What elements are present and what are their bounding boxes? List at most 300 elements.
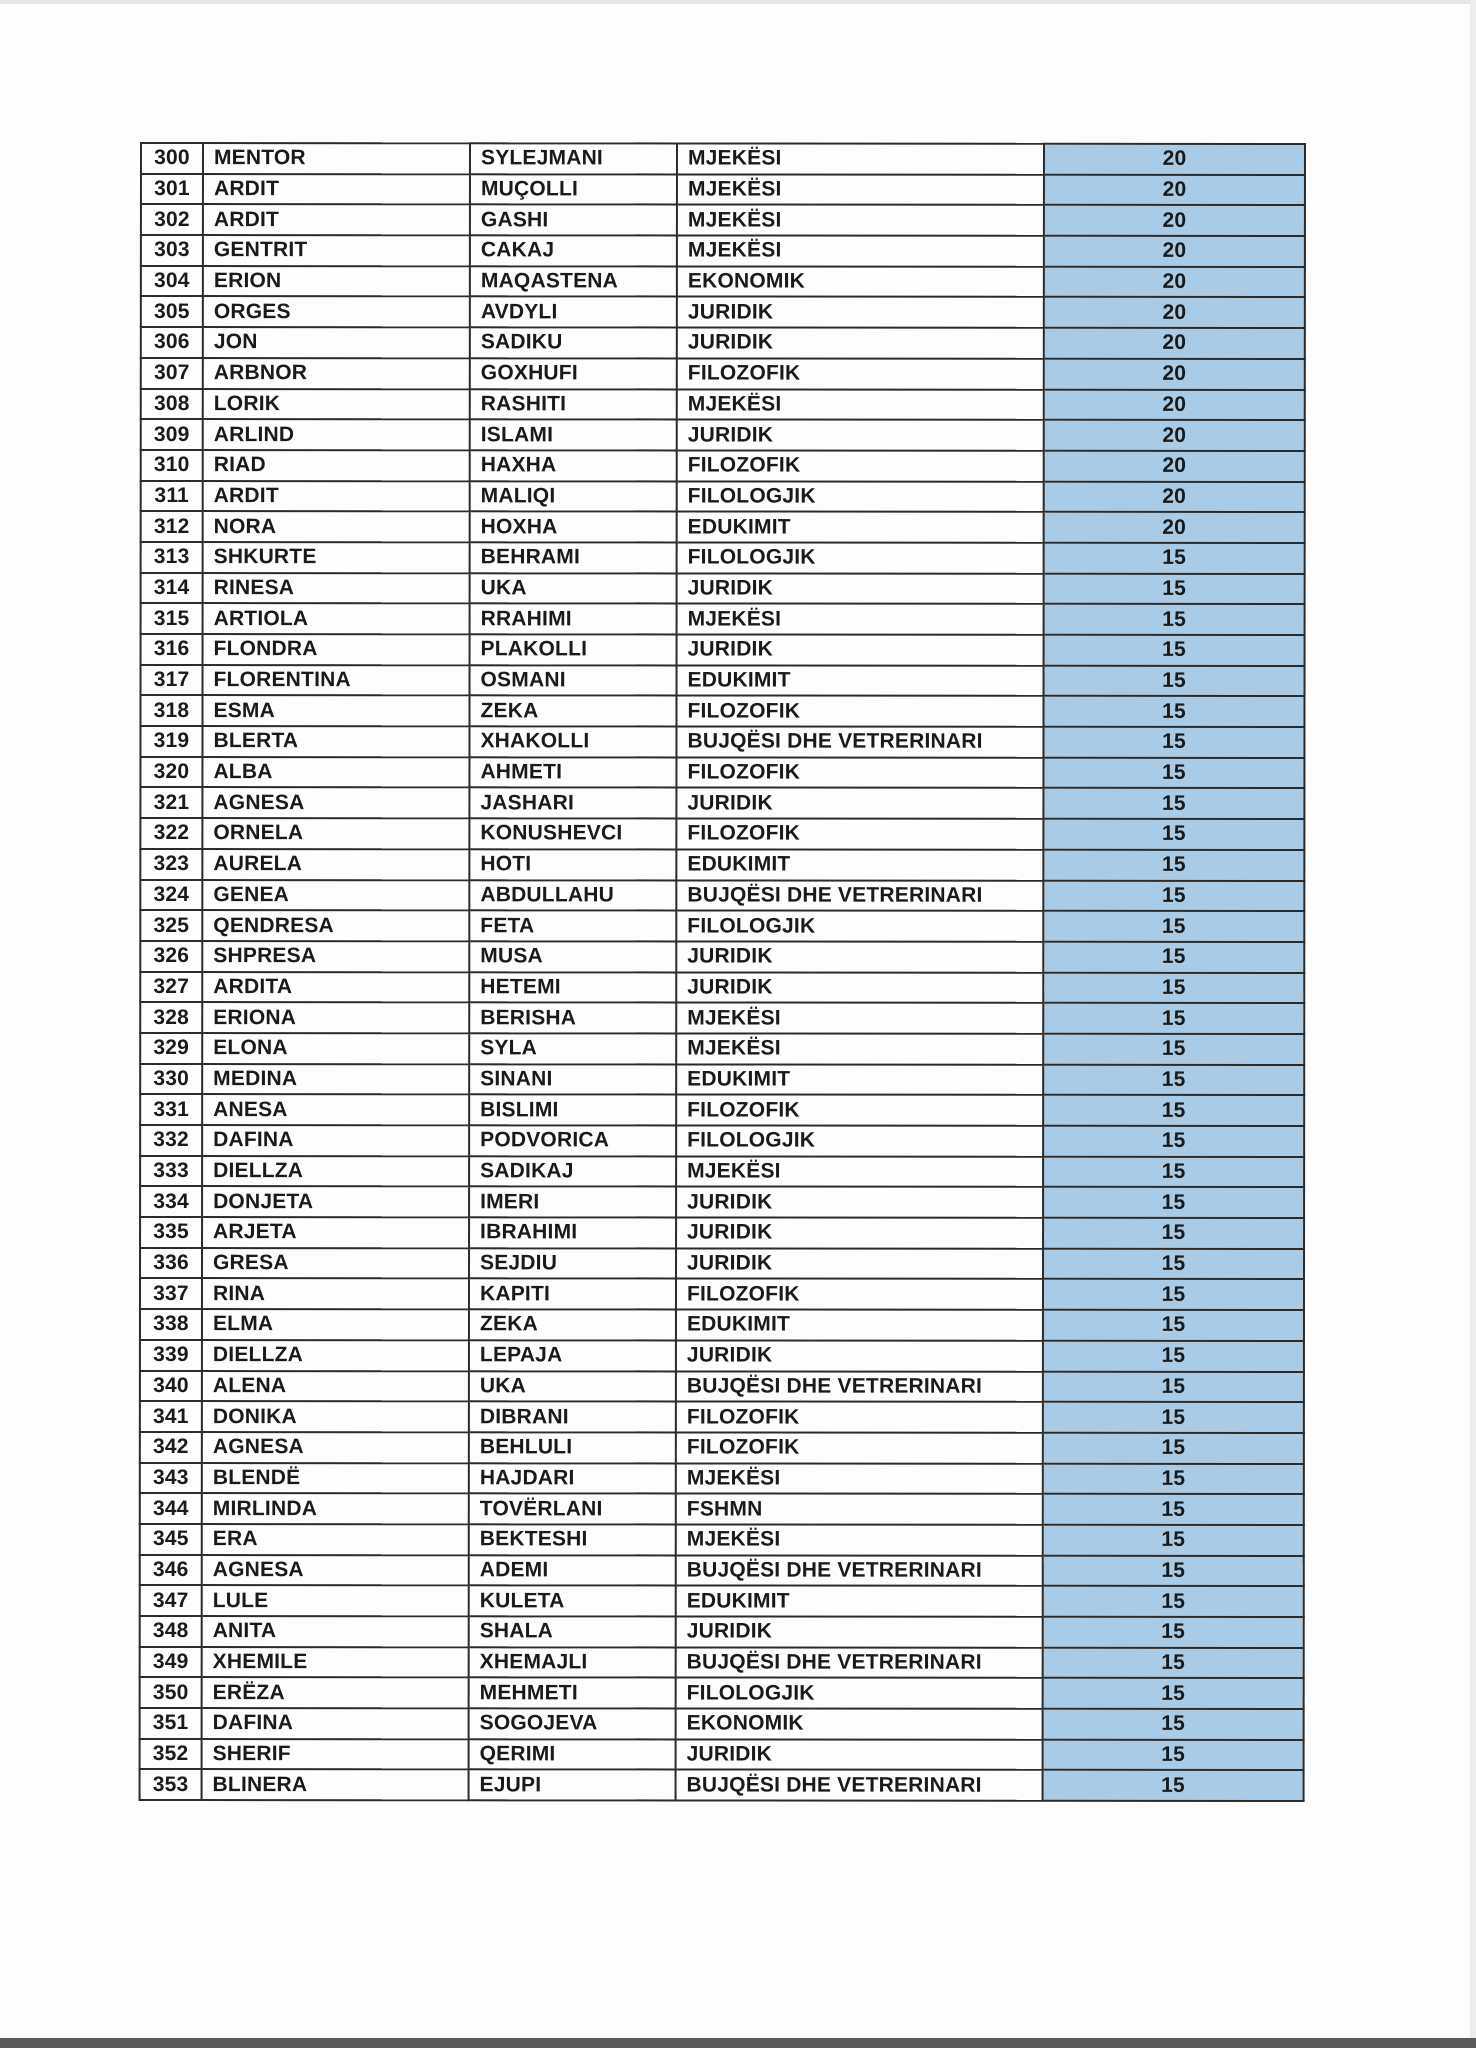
faculty-cell: FILOLOGJIK	[676, 911, 1043, 942]
row-number-cell: 328	[140, 1002, 202, 1033]
first-name-cell: NORA	[203, 511, 470, 542]
row-number-cell: 347	[140, 1585, 202, 1616]
score-cell: 15	[1043, 1249, 1304, 1280]
table-row	[141, 511, 1305, 543]
last-name-cell: UKA	[469, 1371, 676, 1402]
first-name-cell: DIELLZA	[202, 1156, 469, 1187]
faculty-cell: JURIDIK	[676, 1616, 1043, 1647]
row-number-cell: 308	[141, 389, 203, 420]
faculty-cell: FSHMN	[676, 1494, 1043, 1525]
row-number-cell: 303	[141, 235, 203, 266]
last-name-cell: MEHMETI	[469, 1678, 676, 1709]
first-name-cell: SHERIF	[202, 1739, 469, 1770]
table-row	[140, 1493, 1304, 1525]
first-name-cell: DAFINA	[202, 1125, 469, 1156]
faculty-cell: EDUKIMIT	[676, 1310, 1043, 1341]
row-number-cell: 301	[141, 174, 203, 205]
last-name-cell: ZEKA	[469, 1309, 676, 1340]
last-name-cell: HOTI	[469, 849, 676, 880]
first-name-cell: FLORENTINA	[203, 665, 470, 696]
row-number-cell: 320	[140, 757, 202, 788]
last-name-cell: BISLIMI	[469, 1095, 676, 1126]
row-number-cell: 324	[140, 880, 202, 911]
faculty-cell: EDUKIMIT	[677, 512, 1044, 543]
first-name-cell: SHKURTE	[203, 542, 470, 573]
first-name-cell: AGNESA	[202, 787, 469, 818]
score-cell: 15	[1043, 850, 1304, 881]
last-name-cell: BEHRAMI	[470, 542, 677, 573]
first-name-cell: ORNELA	[202, 818, 469, 849]
table-row	[140, 1186, 1304, 1218]
row-number-cell: 310	[141, 450, 203, 481]
first-name-cell: MIRLINDA	[202, 1493, 469, 1524]
last-name-cell: ABDULLAHU	[469, 880, 676, 911]
table-row	[141, 481, 1305, 513]
table-row	[140, 1217, 1304, 1249]
row-number-cell: 345	[140, 1524, 202, 1555]
last-name-cell: ISLAMI	[470, 419, 677, 450]
score-cell: 15	[1043, 1586, 1304, 1617]
first-name-cell: RINA	[202, 1278, 469, 1309]
score-cell: 15	[1043, 1003, 1304, 1034]
row-number-cell: 300	[141, 143, 203, 174]
first-name-cell: ANESA	[202, 1094, 469, 1125]
faculty-cell: JURIDIK	[676, 1248, 1043, 1279]
score-cell: 15	[1043, 1126, 1304, 1157]
faculty-cell: MJEKËSI	[677, 143, 1044, 174]
first-name-cell: ARDITA	[202, 972, 469, 1003]
first-name-cell: ERËZA	[202, 1677, 469, 1708]
score-cell: 20	[1044, 236, 1305, 267]
first-name-cell: RIAD	[203, 450, 470, 481]
faculty-cell: FILOZOFIK	[676, 1432, 1043, 1463]
row-number-cell: 319	[140, 726, 202, 757]
first-name-cell: ARDIT	[203, 174, 470, 205]
row-number-cell: 314	[141, 573, 203, 604]
first-name-cell: MENTOR	[203, 143, 470, 174]
row-number-cell: 333	[140, 1156, 202, 1187]
first-name-cell: LULE	[202, 1585, 469, 1616]
faculty-cell: FILOZOFIK	[676, 819, 1043, 850]
score-cell: 15	[1043, 1310, 1304, 1341]
row-number-cell: 336	[140, 1248, 202, 1279]
last-name-cell: BERISHA	[469, 1003, 676, 1034]
faculty-cell: BUJQËSI DHE VETRERINARI	[676, 1555, 1043, 1586]
faculty-cell: MJEKËSI	[677, 389, 1044, 420]
score-cell: 15	[1044, 665, 1305, 696]
last-name-cell: FETA	[469, 910, 676, 941]
first-name-cell: BLINERA	[202, 1769, 469, 1800]
faculty-cell: JURIDIK	[677, 297, 1044, 328]
table-row	[141, 603, 1305, 635]
faculty-cell: JURIDIK	[676, 941, 1043, 972]
score-cell: 15	[1043, 1187, 1304, 1218]
results-table-body	[140, 143, 1305, 1801]
faculty-cell: FILOZOFIK	[676, 1095, 1043, 1126]
first-name-cell: ARTIOLA	[203, 603, 470, 634]
last-name-cell: BEHLULI	[469, 1432, 676, 1463]
row-number-cell: 331	[140, 1094, 202, 1125]
row-number-cell: 351	[140, 1708, 202, 1739]
scan-edge-top	[0, 0, 1476, 4]
last-name-cell: SINANI	[469, 1064, 676, 1095]
faculty-cell: JURIDIK	[676, 788, 1043, 819]
table-row	[140, 1432, 1304, 1464]
table-row	[140, 910, 1304, 942]
score-cell: 15	[1043, 1555, 1304, 1586]
score-cell: 20	[1044, 420, 1305, 451]
first-name-cell: SHPRESA	[202, 941, 469, 972]
table-row	[140, 695, 1304, 727]
score-cell: 15	[1043, 1770, 1304, 1801]
table-row	[140, 1002, 1304, 1034]
faculty-cell: JURIDIK	[676, 972, 1043, 1003]
row-number-cell: 332	[140, 1125, 202, 1156]
row-number-cell: 337	[140, 1278, 202, 1309]
first-name-cell: QENDRESA	[202, 910, 469, 941]
table-row	[140, 880, 1304, 912]
score-cell: 15	[1043, 819, 1304, 850]
score-cell: 15	[1043, 1156, 1304, 1187]
last-name-cell: XHAKOLLI	[469, 726, 676, 757]
row-number-cell: 330	[140, 1064, 202, 1095]
row-number-cell: 346	[140, 1555, 202, 1586]
score-cell: 15	[1044, 635, 1305, 666]
row-number-cell: 307	[141, 358, 203, 389]
first-name-cell: XHEMILE	[202, 1647, 469, 1678]
last-name-cell: GOXHUFI	[470, 358, 677, 389]
score-cell: 15	[1043, 1617, 1304, 1648]
score-cell: 15	[1043, 972, 1304, 1003]
last-name-cell: IMERI	[469, 1187, 676, 1218]
table-row	[140, 1463, 1304, 1495]
table-row	[141, 389, 1305, 421]
first-name-cell: ESMA	[202, 695, 469, 726]
row-number-cell: 329	[140, 1033, 202, 1064]
last-name-cell: IBRAHIMI	[469, 1217, 676, 1248]
faculty-cell: MJEKËSI	[676, 1033, 1043, 1064]
table-row	[140, 1769, 1304, 1801]
row-number-cell: 311	[141, 481, 203, 512]
table-row	[140, 787, 1304, 819]
table-row	[141, 450, 1305, 482]
last-name-cell: RASHITI	[470, 389, 677, 420]
faculty-cell: FILOZOFIK	[677, 358, 1044, 389]
last-name-cell: RRAHIMI	[470, 604, 677, 635]
table-row	[140, 972, 1304, 1004]
table-row	[140, 818, 1304, 850]
score-cell: 20	[1044, 267, 1305, 298]
score-cell: 15	[1043, 1525, 1304, 1556]
faculty-cell: JURIDIK	[676, 1187, 1043, 1218]
first-name-cell: AGNESA	[202, 1432, 469, 1463]
first-name-cell: LORIK	[203, 389, 470, 420]
score-cell: 15	[1044, 573, 1305, 604]
row-number-cell: 321	[140, 787, 202, 818]
table-row	[141, 634, 1305, 666]
last-name-cell: MUSA	[469, 941, 676, 972]
score-cell: 15	[1043, 1341, 1304, 1372]
row-number-cell: 326	[140, 941, 202, 972]
last-name-cell: EJUPI	[469, 1770, 676, 1801]
row-number-cell: 309	[141, 419, 203, 450]
last-name-cell: DIBRANI	[469, 1401, 676, 1432]
score-cell: 15	[1043, 1647, 1304, 1678]
table-row	[141, 204, 1305, 236]
table-row	[140, 1371, 1304, 1403]
last-name-cell: SADIKAJ	[469, 1156, 676, 1187]
score-cell: 15	[1043, 727, 1304, 758]
faculty-cell: FILOLOGJIK	[676, 1678, 1043, 1709]
table-row	[141, 143, 1305, 175]
row-number-cell: 339	[140, 1340, 202, 1371]
table-row	[140, 1555, 1304, 1587]
last-name-cell: HOXHA	[470, 512, 677, 543]
score-cell: 15	[1043, 1678, 1304, 1709]
first-name-cell: ERIONA	[202, 1002, 469, 1033]
row-number-cell: 344	[140, 1493, 202, 1524]
faculty-cell: JURIDIK	[676, 1739, 1043, 1770]
faculty-cell: JURIDIK	[676, 1218, 1043, 1249]
table-row	[140, 1524, 1304, 1556]
results-table	[139, 142, 1306, 1802]
last-name-cell: BEKTESHI	[469, 1524, 676, 1555]
row-number-cell: 350	[140, 1677, 202, 1708]
first-name-cell: ALENA	[202, 1371, 469, 1402]
table-row	[140, 1401, 1304, 1433]
first-name-cell: AGNESA	[202, 1555, 469, 1586]
faculty-cell: MJEKËSI	[677, 604, 1044, 635]
row-number-cell: 316	[141, 634, 203, 665]
table-row	[140, 1616, 1304, 1648]
faculty-cell: JURIDIK	[676, 1340, 1043, 1371]
last-name-cell: JASHARI	[469, 788, 676, 819]
first-name-cell: DONJETA	[202, 1186, 469, 1217]
first-name-cell: ARBNOR	[203, 358, 470, 389]
score-cell: 15	[1043, 1371, 1304, 1402]
row-number-cell: 315	[141, 603, 203, 634]
score-cell: 15	[1043, 696, 1304, 727]
table-row	[140, 1708, 1304, 1740]
first-name-cell: DONIKA	[202, 1401, 469, 1432]
row-number-cell: 318	[140, 695, 202, 726]
faculty-cell: EDUKIMIT	[676, 1064, 1043, 1095]
score-cell: 20	[1044, 451, 1305, 482]
score-cell: 15	[1044, 543, 1305, 574]
last-name-cell: MALIQI	[470, 481, 677, 512]
faculty-cell: MJEKËSI	[676, 1003, 1043, 1034]
score-cell: 20	[1044, 328, 1305, 359]
score-cell: 20	[1044, 389, 1305, 420]
first-name-cell: BLENDË	[202, 1463, 469, 1494]
row-number-cell: 327	[140, 972, 202, 1003]
faculty-cell: MJEKËSI	[677, 174, 1044, 205]
first-name-cell: GENEA	[202, 880, 469, 911]
row-number-cell: 305	[141, 296, 203, 327]
score-cell: 15	[1043, 1095, 1304, 1126]
faculty-cell: BUJQËSI DHE VETRERINARI	[676, 880, 1043, 911]
faculty-cell: EDUKIMIT	[677, 665, 1044, 696]
table-row	[140, 1125, 1304, 1157]
table-row	[140, 1677, 1304, 1709]
table-row	[140, 1739, 1304, 1771]
last-name-cell: MAQASTENA	[470, 266, 677, 297]
score-cell: 15	[1043, 788, 1304, 819]
table-row	[141, 665, 1305, 697]
row-number-cell: 317	[141, 665, 203, 696]
last-name-cell: SYLA	[469, 1033, 676, 1064]
row-number-cell: 342	[140, 1432, 202, 1463]
first-name-cell: ERA	[202, 1524, 469, 1555]
row-number-cell: 302	[141, 204, 203, 235]
faculty-cell: FILOLOGJIK	[677, 542, 1044, 573]
faculty-cell: BUJQËSI DHE VETRERINARI	[676, 1371, 1043, 1402]
first-name-cell: RINESA	[203, 573, 470, 604]
score-cell: 15	[1043, 1463, 1304, 1494]
last-name-cell: PLAKOLLI	[470, 634, 677, 665]
last-name-cell: CAKAJ	[470, 235, 677, 266]
score-cell: 20	[1044, 144, 1305, 175]
faculty-cell: FILOLOGJIK	[676, 1125, 1043, 1156]
last-name-cell: SYLEJMANI	[470, 143, 677, 174]
first-name-cell: ELMA	[202, 1309, 469, 1340]
table-row	[141, 296, 1305, 328]
score-cell: 15	[1043, 1494, 1304, 1525]
last-name-cell: OSMANI	[470, 665, 677, 696]
faculty-cell: JURIDIK	[677, 634, 1044, 665]
last-name-cell: SEJDIU	[469, 1248, 676, 1279]
table-row	[140, 1309, 1304, 1341]
row-number-cell: 312	[141, 511, 203, 542]
last-name-cell: KAPITI	[469, 1279, 676, 1310]
last-name-cell: KULETA	[469, 1586, 676, 1617]
first-name-cell: ERION	[203, 266, 470, 297]
last-name-cell: XHEMAJLI	[469, 1647, 676, 1678]
row-number-cell: 335	[140, 1217, 202, 1248]
score-cell: 15	[1043, 758, 1304, 789]
first-name-cell: FLONDRA	[203, 634, 470, 665]
last-name-cell: SHALA	[469, 1616, 676, 1647]
row-number-cell: 338	[140, 1309, 202, 1340]
faculty-cell: JURIDIK	[677, 328, 1044, 359]
first-name-cell: ARLIND	[203, 419, 470, 450]
last-name-cell: SOGOJEVA	[469, 1708, 676, 1739]
faculty-cell: MJEKËSI	[676, 1156, 1043, 1187]
first-name-cell: MEDINA	[202, 1064, 469, 1095]
score-cell: 20	[1044, 297, 1305, 328]
last-name-cell: UKA	[470, 573, 677, 604]
first-name-cell: ELONA	[202, 1033, 469, 1064]
last-name-cell: LEPAJA	[469, 1340, 676, 1371]
score-cell: 20	[1044, 359, 1305, 390]
table-row	[140, 1248, 1304, 1280]
faculty-cell: FILOZOFIK	[676, 696, 1043, 727]
row-number-cell: 306	[141, 327, 203, 358]
faculty-cell: MJEKËSI	[677, 236, 1044, 267]
table-row	[141, 419, 1305, 451]
last-name-cell: QERIMI	[469, 1739, 676, 1770]
first-name-cell: ARDIT	[203, 481, 470, 512]
table-row	[140, 941, 1304, 973]
faculty-cell: JURIDIK	[677, 420, 1044, 451]
last-name-cell: ZEKA	[469, 696, 676, 727]
faculty-cell: EKONOMIK	[677, 266, 1044, 297]
last-name-cell: HAXHA	[470, 450, 677, 481]
score-cell: 15	[1043, 880, 1304, 911]
faculty-cell: FILOLOGJIK	[677, 481, 1044, 512]
table-row	[140, 1585, 1304, 1617]
table-row	[140, 1064, 1304, 1096]
score-cell: 15	[1043, 1709, 1304, 1740]
faculty-cell: MJEKËSI	[676, 1524, 1043, 1555]
table-row	[140, 1647, 1304, 1679]
faculty-cell: FILOZOFIK	[676, 1402, 1043, 1433]
faculty-cell: JURIDIK	[677, 573, 1044, 604]
first-name-cell: DIELLZA	[202, 1340, 469, 1371]
first-name-cell: ALBA	[202, 757, 469, 788]
faculty-cell: EKONOMIK	[676, 1709, 1043, 1740]
last-name-cell: MUÇOLLI	[470, 174, 677, 205]
table-row	[141, 327, 1305, 359]
last-name-cell: TOVËRLANI	[469, 1494, 676, 1525]
first-name-cell: ORGES	[203, 296, 470, 327]
score-cell: 15	[1043, 1402, 1304, 1433]
row-number-cell: 341	[140, 1401, 202, 1432]
table-row	[140, 1156, 1304, 1188]
row-number-cell: 304	[141, 266, 203, 297]
score-cell: 15	[1043, 942, 1304, 973]
table-row	[141, 542, 1305, 574]
row-number-cell: 340	[140, 1371, 202, 1402]
table-row	[140, 1033, 1304, 1065]
row-number-cell: 349	[140, 1647, 202, 1678]
last-name-cell: AHMETI	[469, 757, 676, 788]
table-row	[140, 849, 1304, 881]
score-cell: 20	[1044, 481, 1305, 512]
faculty-cell: FILOZOFIK	[677, 450, 1044, 481]
table-row	[140, 757, 1304, 789]
score-cell: 15	[1043, 911, 1304, 942]
faculty-cell: FILOZOFIK	[676, 757, 1043, 788]
faculty-cell: FILOZOFIK	[676, 1279, 1043, 1310]
row-number-cell: 353	[140, 1769, 202, 1800]
last-name-cell: SADIKU	[470, 327, 677, 358]
table-row	[140, 1340, 1304, 1372]
first-name-cell: ARDIT	[203, 204, 470, 235]
last-name-cell: HETEMI	[469, 972, 676, 1003]
last-name-cell: PODVORICA	[469, 1125, 676, 1156]
table-row	[141, 266, 1305, 298]
scan-edge-bottom	[0, 2038, 1476, 2048]
first-name-cell: GENTRIT	[203, 235, 470, 266]
score-cell: 15	[1043, 1034, 1304, 1065]
row-number-cell: 323	[140, 849, 202, 880]
score-cell: 20	[1044, 512, 1305, 543]
first-name-cell: BLERTA	[202, 726, 469, 757]
faculty-cell: MJEKËSI	[676, 1463, 1043, 1494]
table-row	[141, 174, 1305, 206]
score-cell: 15	[1043, 1218, 1304, 1249]
table-row	[140, 1094, 1304, 1126]
first-name-cell: JON	[203, 327, 470, 358]
scan-edge-right	[1470, 0, 1476, 2048]
faculty-cell: MJEKËSI	[677, 205, 1044, 236]
row-number-cell: 343	[140, 1463, 202, 1494]
row-number-cell: 352	[140, 1739, 202, 1770]
score-cell: 15	[1043, 1064, 1304, 1095]
score-cell: 15	[1044, 604, 1305, 635]
faculty-cell: BUJQËSI DHE VETRERINARI	[676, 1647, 1043, 1678]
